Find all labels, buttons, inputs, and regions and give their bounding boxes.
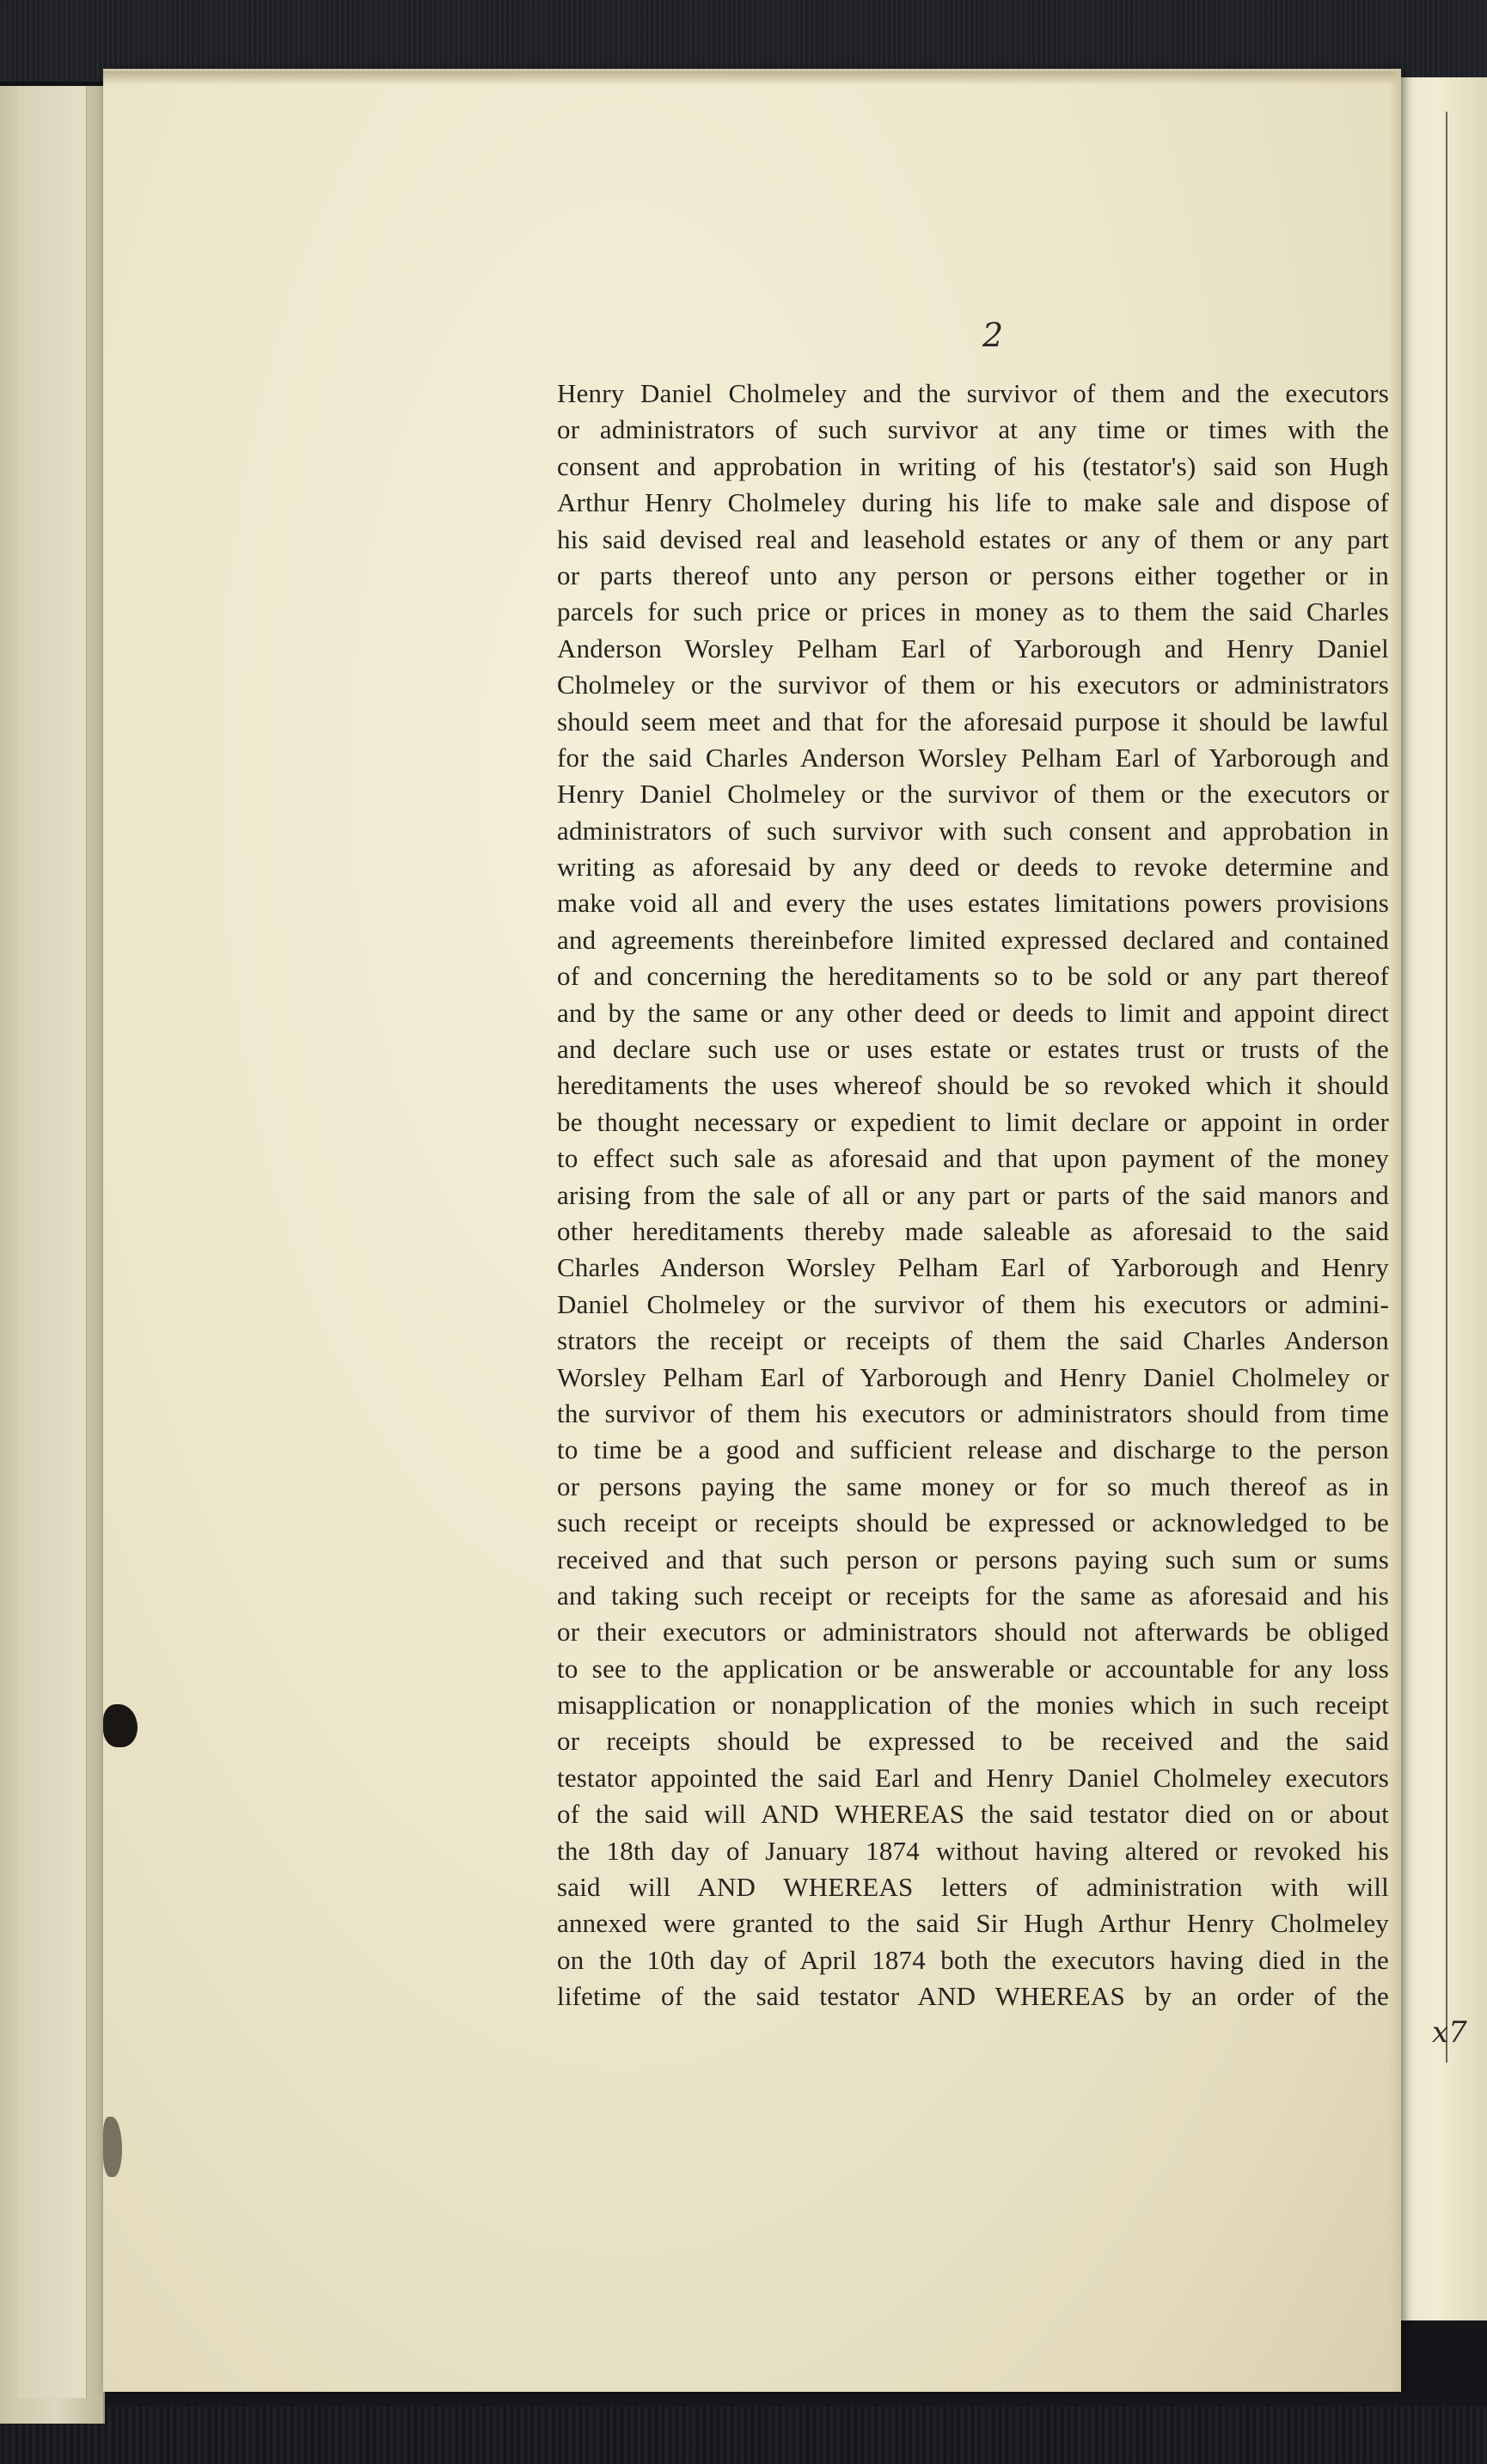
text-line: make void all and every the uses estates limitations powers provisions	[557, 888, 1389, 919]
text-line: parcels for such price or prices in money as to them the said Charles	[557, 596, 1389, 627]
body-text-block	[557, 376, 1389, 2015]
text-line: misapplication or nonapplication of the monies which in such receipt	[557, 1690, 1389, 1721]
text-line: or parts thereof unto any person or persons either together or in	[557, 559, 1389, 590]
text-line: of the said will AND WHEREAS the said testator died on or about	[557, 1799, 1389, 1830]
text-line: Anderson Worsley Pelham Earl of Yarborough and Henry Daniel	[557, 633, 1389, 663]
text-line: to see to the application or be answerable or accountable for any loss	[557, 1653, 1389, 1684]
text-line: consent and approbation in writing of his (testator's) said son Hugh	[557, 450, 1389, 481]
text-line: be thought necessary or expedient to limit declare or appoint in order	[557, 1106, 1389, 1137]
text-line: Cholmeley or the survivor of them or his executors or administrators	[557, 669, 1389, 700]
text-line: or their executors or administrators should not afterwards be obliged	[557, 1617, 1389, 1648]
text-line: to time be a good and sufficient release and discharge to the person	[557, 1434, 1389, 1465]
text-line: on the 10th day of April 1874 both the executors having died in the	[557, 1944, 1389, 1975]
ink-stain	[103, 1704, 138, 1747]
text-line: or receipts should be expressed to be received and the said	[557, 1726, 1389, 1757]
text-line: and declare such use or uses estate or estates trust or trusts of the	[557, 1034, 1389, 1065]
text-line: Arthur Henry Cholmeley during his life to make sale and dispose of	[557, 487, 1389, 518]
page-number: 2	[982, 316, 1004, 354]
text-line: and by the same or any other deed or deeds to limit and appoint direct	[557, 997, 1389, 1028]
page-edge-shadow-right	[1389, 71, 1401, 2392]
text-line: and agreements thereinbefore limited expressed declared and contained	[557, 924, 1389, 955]
text-line: the survivor of them his executors or administrators should from time	[557, 1397, 1389, 1428]
text-line: Henry Daniel Cholmeley and the survivor of them and the executors	[557, 378, 1389, 408]
text-line: his said devised real and leasehold estates or any of them or any part	[557, 523, 1389, 554]
underlying-page-rule-line	[1446, 112, 1447, 2063]
text-line: annexed were granted to the said Sir Hugh Arthur Henry Cholmeley	[557, 1908, 1389, 1939]
text-line: strators the receipt or receipts of them the said Charles Anderson	[557, 1325, 1389, 1356]
text-line: said will AND WHEREAS letters of administration with will	[557, 1872, 1389, 1903]
text-line: Worsley Pelham Earl of Yarborough and Henry Daniel Cholmeley or	[557, 1361, 1389, 1392]
paper-tear	[103, 2117, 122, 2177]
text-line: such receipt or receipts should be expressed or acknowledged to be	[557, 1507, 1389, 1538]
text-line: to effect such sale as aforesaid and that upon payment of the money	[557, 1143, 1389, 1174]
text-line: administrators of such survivor with such consent and approbation in	[557, 815, 1389, 846]
text-line: arising from the sale of all or any part or parts of the said manors and	[557, 1179, 1389, 1210]
text-line: Charles Anderson Worsley Pelham Earl of Yarborough and Henry	[557, 1252, 1389, 1283]
text-line: for the said Charles Anderson Worsley Pelham Earl of Yarborough and	[557, 742, 1389, 773]
text-line: other hereditaments thereby made saleable as aforesaid to the said	[557, 1215, 1389, 1246]
text-line: or administrators of such survivor at any time or times with the	[557, 414, 1389, 445]
text-line: of and concerning the hereditaments so to be sold or any part thereof	[557, 961, 1389, 992]
text-line: hereditaments the uses whereof should be so revoked which it should	[557, 1070, 1389, 1101]
text-line: and taking such receipt or receipts for the same as aforesaid and his	[557, 1580, 1389, 1611]
background-cloth-bottom	[0, 2406, 1487, 2464]
text-line: Henry Daniel Cholmeley or the survivor of them or the executors or	[557, 779, 1389, 810]
text-line: the 18th day of January 1874 without having altered or revoked his	[557, 1835, 1389, 1866]
text-line: writing as aforesaid by any deed or deeds to revoke determine and	[557, 852, 1389, 883]
page-edge-shadow-top	[103, 71, 1401, 85]
text-line: Daniel Cholmeley or the survivor of them his executors or admini-	[557, 1288, 1389, 1319]
margin-handwritten-mark: x7	[1432, 2015, 1467, 2050]
underlying-page-left-inner	[17, 86, 87, 2398]
text-line: or persons paying the same money or for so much thereof as in	[557, 1470, 1389, 1501]
text-line: testator appointed the said Earl and Henry Daniel Cholmeley executors	[557, 1762, 1389, 1793]
text-line: lifetime of the said testator AND WHEREAS by an order of the	[557, 1981, 1389, 2012]
text-line: received and that such person or persons paying such sum or sums	[557, 1544, 1389, 1574]
text-line: should seem meet and that for the aforesaid purpose it should be lawful	[557, 706, 1389, 737]
